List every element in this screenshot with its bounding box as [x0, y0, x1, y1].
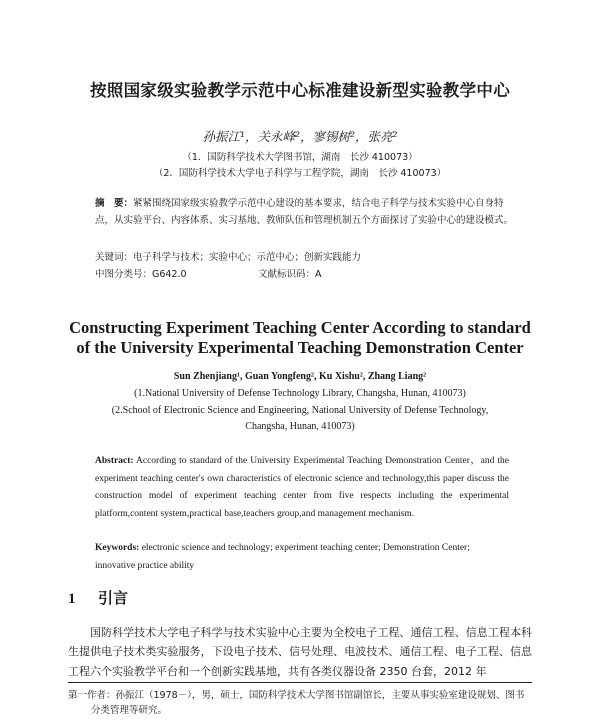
chinese-affiliation-2: （2．国防科学技术大学电子科学与工程学院，湖南 长沙 410073） — [153, 168, 447, 179]
english-title-line-1: Constructing Experiment Teaching Center According to standard — [69, 318, 531, 337]
footnote — [68, 688, 532, 718]
footnote-divider — [68, 682, 532, 683]
english-affiliation-2-line-2: Changsha, Hunan, 410073) — [245, 421, 355, 432]
chinese-abstract-label: 摘 要： — [95, 198, 134, 209]
english-abstract-text: According to standard of the University Experimental Teaching Demonstration Center，and the experiment teaching center's own characteristics of electronic science and technology,this paper discuss the construction model of experiment teaching center from five respects including the experimental platform,content system,practical base,teachers group,and management mechanism. — [95, 456, 509, 519]
english-title — [0, 318, 600, 358]
chinese-abstract — [95, 195, 515, 229]
english-keywords — [95, 540, 509, 575]
chinese-title: 按照国家级实验教学示范中心标准建设新型实验教学中心 — [90, 81, 510, 100]
chinese-abstract-text: 紧紧围绕国家级实验教学示范中心建设的基本要求，结合电子科学与技术实验中心自身特点，从实验平台、内容体系、实习基地、教师队伍和管理机制五个方面探讨了实验中心的建设模式。 — [95, 198, 514, 226]
english-affiliation-2-line-1: (2.School of Electronic Science and Engineering, National University of Defense Technology, — [111, 405, 489, 416]
chinese-authors: 孙振江¹，关永峰²，寥锡树²，张亮² — [202, 129, 398, 144]
footnote-line-1: 第一作者：孙振江（1978－），男，硕士，国防科学技术大学图书馆副馆长，主要从事实验室建设规划、图书 — [68, 690, 525, 701]
footnote-line-2: 分类管理等研究。 — [91, 705, 168, 716]
english-authors: Sun Zhenjiang¹, Guan Yongfeng², Ku Xishu², Zhang Liang² — [173, 371, 427, 382]
english-keywords-label: Keywords: — [95, 543, 140, 553]
section-title: 引言 — [98, 589, 129, 607]
chinese-affiliation-1: （1．国防科学技术大学图书馆，湖南 长沙 410073） — [182, 152, 418, 163]
chinese-classification-row — [95, 266, 515, 280]
english-title-line-2: of the University Experimental Teaching Demonstration Center — [76, 338, 524, 357]
document-code: 文献标识码：A — [258, 269, 322, 280]
section-number: 1 — [68, 591, 76, 607]
english-affiliation-1: (1.National University of Defense Technology Library, Changsha, Hunan, 410073) — [134, 388, 466, 399]
english-abstract-label: Abstract: — [95, 456, 134, 466]
body-paragraph: 国防科学技术大学电子科学与技术实验中心主要为全校电子工程、通信工程、信息工程本科生提供电子技术类实验服务，下设电子技术、信号处理、电波技术、通信工程、电子工程、信息工程六个实验教学平台和一个创新实践基地，共有各类仪器设备 2350 台套，2012 年 — [68, 626, 532, 678]
english-abstract — [95, 453, 509, 523]
english-keywords-text: electronic science and technology; experiment teaching center; Demonstration Center; innovative practice ability — [95, 543, 470, 571]
chinese-keywords: 关键词：电子科学与技术；实验中心；示范中心；创新实践能力 — [95, 252, 362, 263]
section-heading — [68, 587, 600, 608]
classification-number: 中图分类号：G642.0 — [95, 269, 187, 280]
